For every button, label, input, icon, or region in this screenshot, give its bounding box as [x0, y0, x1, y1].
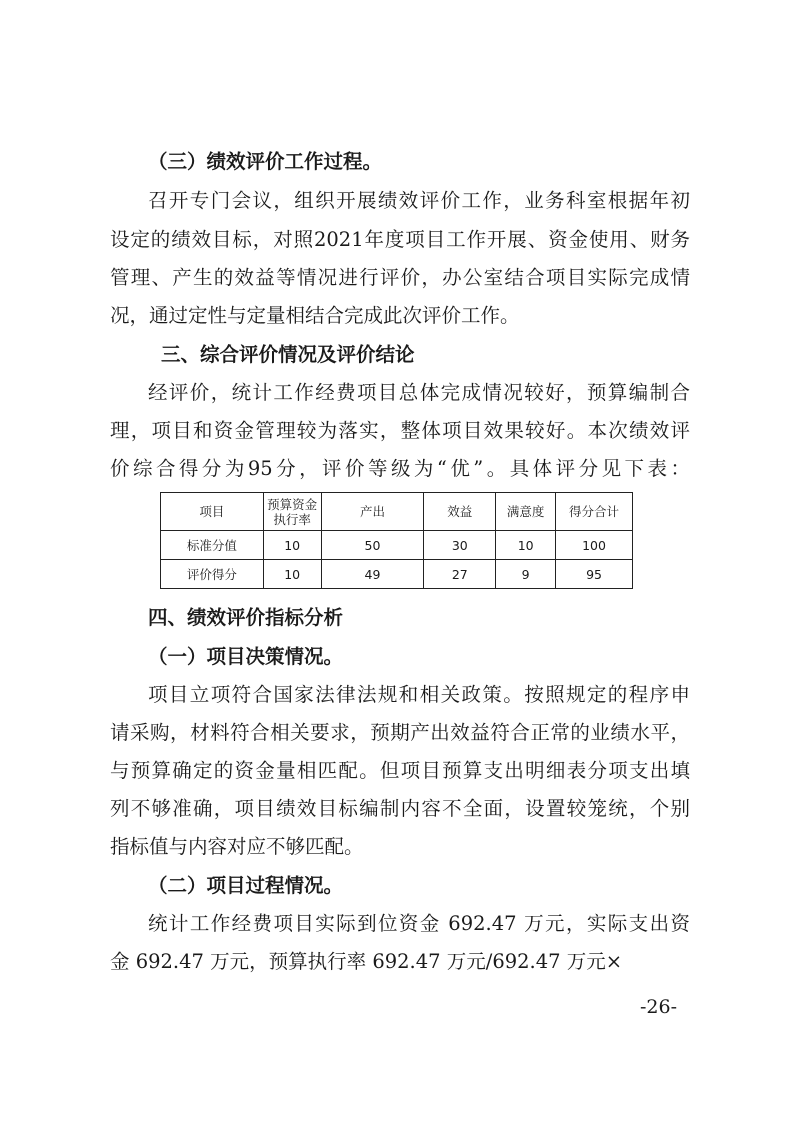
paragraph-line: 金 692.47 万元，预算执行率 692.47 万元/692.47 万元×: [110, 950, 623, 973]
table-cell: 30: [424, 531, 496, 560]
score-table: [160, 492, 633, 589]
subheading-project-process: （二）项目过程情况。: [148, 874, 344, 897]
paragraph-line: 请采购，材料符合相关要求，预期产出效益符合正常的业绩水平，: [110, 721, 690, 744]
table-header-cell: 效益: [424, 493, 496, 531]
table-header-cell: [263, 493, 321, 531]
table-cell: 9: [496, 560, 556, 589]
paragraph-line: 管理、产生的效益等情况进行评价，办公室结合项目实际完成情: [110, 266, 690, 289]
table-cell: 10: [496, 531, 556, 560]
paragraph-line: 统计工作经费项目实际到位资金 692.47 万元，实际支出资: [148, 912, 690, 935]
table-cell: 50: [321, 531, 424, 560]
paragraph-line: 设定的绩效目标，对照2021年度项目工作开展、资金使用、财务: [110, 228, 690, 251]
table-header-cell: 产出: [321, 493, 424, 531]
paragraph-line: 经评价，统计工作经费项目总体完成情况较好，预算编制合: [148, 381, 690, 404]
table-header-cell: 得分合计: [556, 493, 633, 531]
table-row: [161, 531, 633, 560]
table-header-cell: 满意度: [496, 493, 556, 531]
table-row: [161, 560, 633, 589]
heading-indicator-analysis: 四、绩效评价指标分析: [148, 606, 344, 629]
paragraph-line: 理，项目和资金管理较为落实，整体项目效果较好。本次绩效评: [110, 419, 690, 442]
table-cell: 100: [556, 531, 633, 560]
table-cell: 标准分值: [161, 531, 264, 560]
table-cell: 评价得分: [161, 560, 264, 589]
table-cell: 95: [556, 560, 633, 589]
paragraph-line: 指标值与内容对应不够匹配。: [110, 835, 364, 858]
table-cell: 27: [424, 560, 496, 589]
table-header-row: [161, 493, 633, 531]
paragraph-line: 列不够准确，项目绩效目标编制内容不全面，设置较笼统，个别: [110, 797, 690, 820]
paragraph-line: 与预算确定的资金量相匹配。但项目预算支出明细表分项支出填: [110, 759, 690, 782]
paragraph-line: 价综合得分为95分，评价等级为“优”。具体评分见下表：: [110, 457, 690, 480]
table-cell: 10: [263, 531, 321, 560]
table-header-text: 预算资金 执行率: [267, 496, 318, 527]
table-header-cell: 项目: [161, 493, 264, 531]
paragraph-line: 况，通过定性与定量相结合完成此次评价工作。: [110, 304, 520, 327]
subheading-project-decision: （一）项目决策情况。: [148, 645, 344, 668]
heading-overall-evaluation: 三、综合评价情况及评价结论: [161, 343, 415, 366]
paragraph-line: 项目立项符合国家法律法规和相关政策。按照规定的程序申: [148, 683, 690, 706]
page-number: -26-: [640, 996, 678, 1018]
table-cell: 10: [263, 560, 321, 589]
section-heading-work-process: （三）绩效评价工作过程。: [148, 150, 383, 173]
table-cell: 49: [321, 560, 424, 589]
paragraph-line: 召开专门会议，组织开展绩效评价工作，业务科室根据年初: [148, 189, 690, 212]
